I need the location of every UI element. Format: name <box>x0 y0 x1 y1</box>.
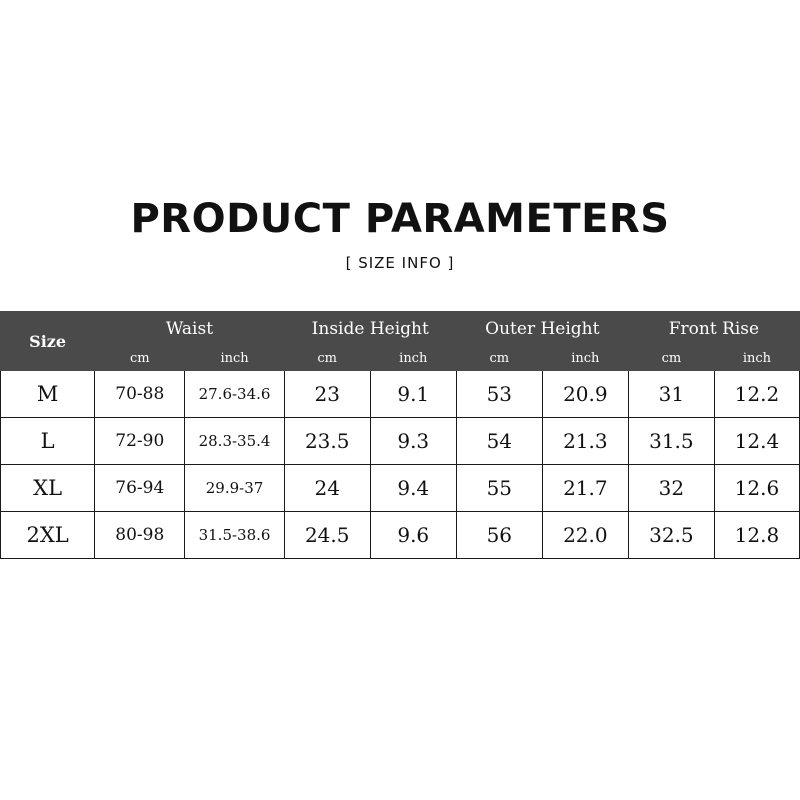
cell-front-inch: 12.8 <box>714 512 799 559</box>
cell-size: 2XL <box>1 512 95 559</box>
header-inside-inch: inch <box>370 346 456 371</box>
cell-outer-inch: 21.7 <box>542 465 628 512</box>
header-waist: Waist <box>95 312 284 346</box>
size-table <box>0 311 800 559</box>
cell-front-cm: 31 <box>628 371 714 418</box>
cell-inside-cm: 23.5 <box>284 418 370 465</box>
cell-inside-inch: 9.3 <box>370 418 456 465</box>
cell-inside-cm: 24.5 <box>284 512 370 559</box>
cell-inside-inch: 9.6 <box>370 512 456 559</box>
cell-waist-cm: 80-98 <box>95 512 185 559</box>
cell-size: XL <box>1 465 95 512</box>
cell-outer-inch: 21.3 <box>542 418 628 465</box>
page-title: PRODUCT PARAMETERS <box>130 196 670 242</box>
cell-size: M <box>1 371 95 418</box>
cell-waist-cm: 76-94 <box>95 465 185 512</box>
cell-inside-inch: 9.4 <box>370 465 456 512</box>
table-row <box>1 371 800 418</box>
cell-outer-cm: 54 <box>456 418 542 465</box>
cell-outer-cm: 53 <box>456 371 542 418</box>
table-row <box>1 418 800 465</box>
cell-waist-inch: 28.3-35.4 <box>185 418 284 465</box>
header-outer-cm: cm <box>456 346 542 371</box>
cell-size: L <box>1 418 95 465</box>
cell-outer-cm: 56 <box>456 512 542 559</box>
header-outer-inch: inch <box>542 346 628 371</box>
size-table-container <box>0 311 800 559</box>
cell-front-cm: 32.5 <box>628 512 714 559</box>
header-front-inch: inch <box>714 346 799 371</box>
cell-outer-inch: 20.9 <box>542 371 628 418</box>
page-subtitle: [ SIZE INFO ] <box>345 254 455 272</box>
header-inside-height: Inside Height <box>284 312 456 346</box>
cell-inside-cm: 23 <box>284 371 370 418</box>
cell-front-cm: 31.5 <box>628 418 714 465</box>
header-waist-inch: inch <box>185 346 284 371</box>
table-row <box>1 465 800 512</box>
cell-front-inch: 12.4 <box>714 418 799 465</box>
cell-front-inch: 12.6 <box>714 465 799 512</box>
cell-front-inch: 12.2 <box>714 371 799 418</box>
cell-outer-cm: 55 <box>456 465 542 512</box>
cell-waist-inch: 29.9-37 <box>185 465 284 512</box>
header-inside-cm: cm <box>284 346 370 371</box>
header-waist-cm: cm <box>95 346 185 371</box>
cell-waist-cm: 70-88 <box>95 371 185 418</box>
header-outer-height: Outer Height <box>456 312 628 346</box>
cell-inside-cm: 24 <box>284 465 370 512</box>
header-front-cm: cm <box>628 346 714 371</box>
table-unit-header-row <box>1 346 800 371</box>
header-size: Size <box>1 312 95 371</box>
header-front-rise: Front Rise <box>628 312 799 346</box>
cell-outer-inch: 22.0 <box>542 512 628 559</box>
cell-waist-inch: 27.6-34.6 <box>185 371 284 418</box>
cell-waist-cm: 72-90 <box>95 418 185 465</box>
table-row <box>1 512 800 559</box>
cell-front-cm: 32 <box>628 465 714 512</box>
cell-inside-inch: 9.1 <box>370 371 456 418</box>
cell-waist-inch: 31.5-38.6 <box>185 512 284 559</box>
table-group-header-row <box>1 312 800 346</box>
